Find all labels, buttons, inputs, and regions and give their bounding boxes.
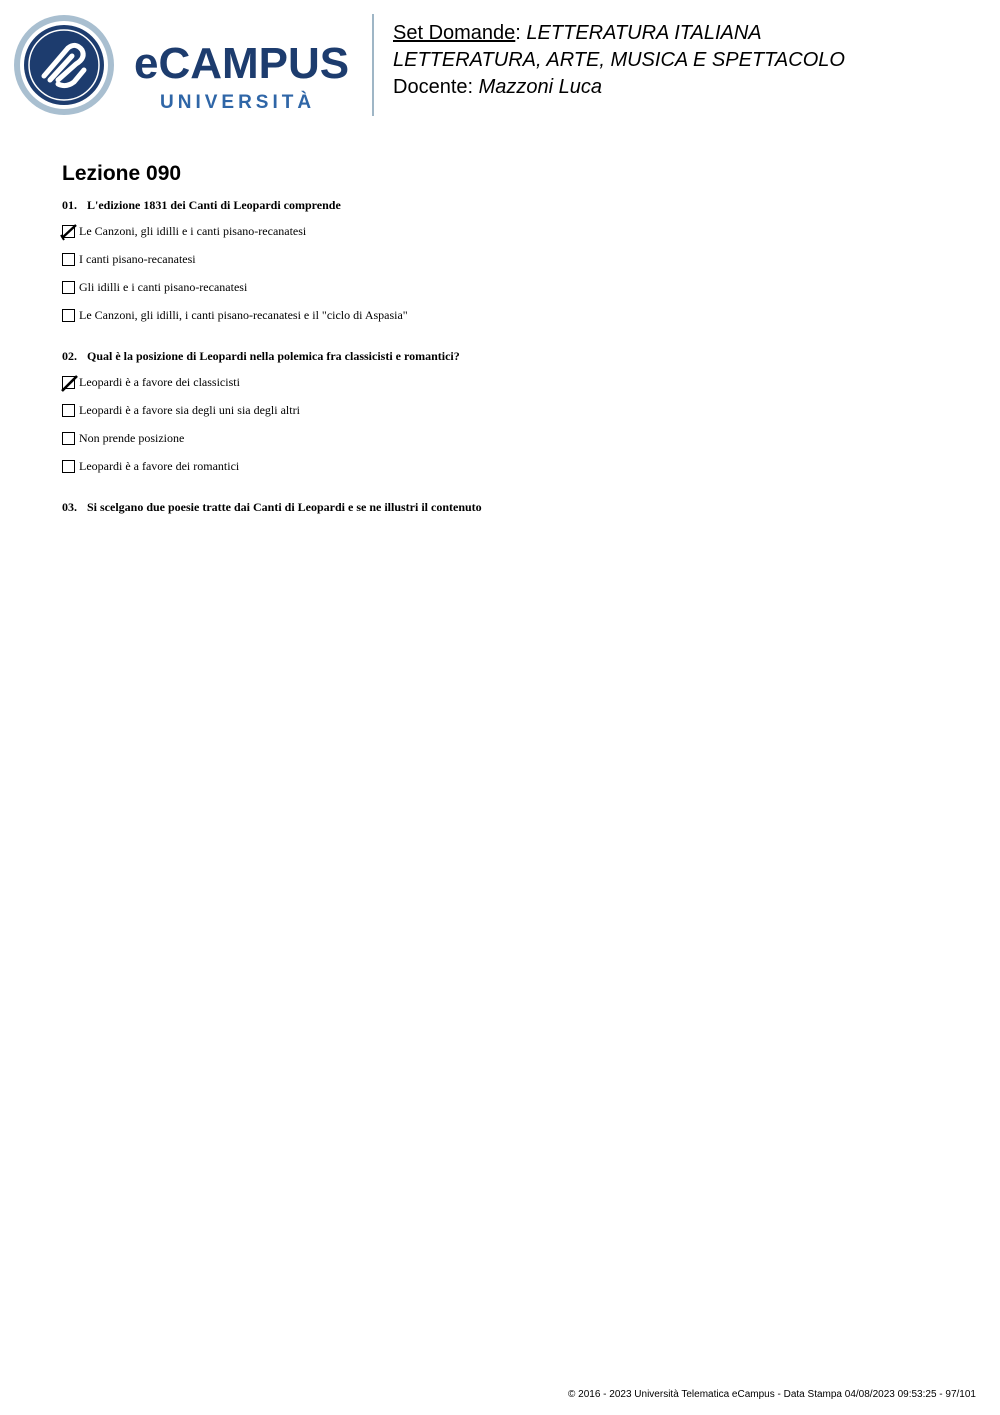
question-number: 02. xyxy=(62,349,77,363)
option-text: Le Canzoni, gli idilli, i canti pisano-recanatesi e il "ciclo di Aspasia" xyxy=(79,308,408,322)
question-text: Qual è la posizione di Leopardi nella polemica fra classicisti e romantici? xyxy=(87,349,460,363)
option-q2-d[interactable] xyxy=(62,459,239,474)
option-q2-b[interactable] xyxy=(62,403,300,418)
option-text: Leopardi è a favore sia degli uni sia degli altri xyxy=(79,403,300,417)
option-text: Gli idilli e i canti pisano-recanatesi xyxy=(79,280,248,294)
question-03 xyxy=(62,500,482,515)
teacher-name: Mazzoni Luca xyxy=(478,76,603,98)
course-title: LETTERATURA ITALIANA xyxy=(526,22,762,44)
header-info xyxy=(393,20,845,101)
checkbox[interactable] xyxy=(62,432,75,445)
question-text: Si scelgano due poesie tratte dai Canti di Leopardi e se ne illustri il contenuto xyxy=(87,500,482,514)
checkbox[interactable] xyxy=(62,460,75,473)
logo-subtitle-text: UNIVERSITÀ xyxy=(160,92,316,113)
set-line xyxy=(393,20,845,47)
question-02 xyxy=(62,349,460,364)
set-label: Set Domande xyxy=(393,22,516,44)
page-footer: © 2016 - 2023 Università Telematica eCampus - Data Stampa 04/08/2023 09:53:25 - 97/101 xyxy=(568,1389,976,1400)
option-q1-d[interactable] xyxy=(62,308,408,323)
header-divider xyxy=(372,14,374,116)
option-q1-a[interactable] xyxy=(62,224,306,239)
option-q1-c[interactable] xyxy=(62,280,247,295)
lesson-title: Lezione 090 xyxy=(62,162,182,185)
question-number: 03. xyxy=(62,500,77,514)
set-separator: : xyxy=(515,22,527,44)
checkbox[interactable] xyxy=(62,309,75,322)
checkbox[interactable] xyxy=(62,404,75,417)
teacher-line xyxy=(393,74,845,101)
course-area: LETTERATURA, ARTE, MUSICA E SPETTACOLO xyxy=(393,49,845,71)
question-number: 01. xyxy=(62,198,77,212)
logo-brand-text: eCAMPUS xyxy=(134,39,350,88)
option-q2-c[interactable] xyxy=(62,431,184,446)
option-text: Le Canzoni, gli idilli e i canti pisano-recanatesi xyxy=(79,224,307,238)
option-q1-b[interactable] xyxy=(62,252,196,267)
option-text: Non prende posizione xyxy=(79,431,185,445)
checkbox[interactable] xyxy=(62,253,75,266)
option-text: I canti pisano-recanatesi xyxy=(79,252,196,266)
option-q2-a[interactable] xyxy=(62,375,240,390)
checkbox-checked[interactable] xyxy=(62,225,75,238)
question-01 xyxy=(62,198,341,213)
option-text: Leopardi è a favore dei romantici xyxy=(79,459,240,473)
question-text: L'edizione 1831 dei Canti di Leopardi comprende xyxy=(87,198,341,212)
option-text: Leopardi è a favore dei classicisti xyxy=(79,375,240,389)
checkbox[interactable] xyxy=(62,281,75,294)
teacher-label: Docente: xyxy=(393,76,479,98)
ecampus-logo xyxy=(14,14,360,118)
checkbox-checked[interactable] xyxy=(62,376,75,389)
